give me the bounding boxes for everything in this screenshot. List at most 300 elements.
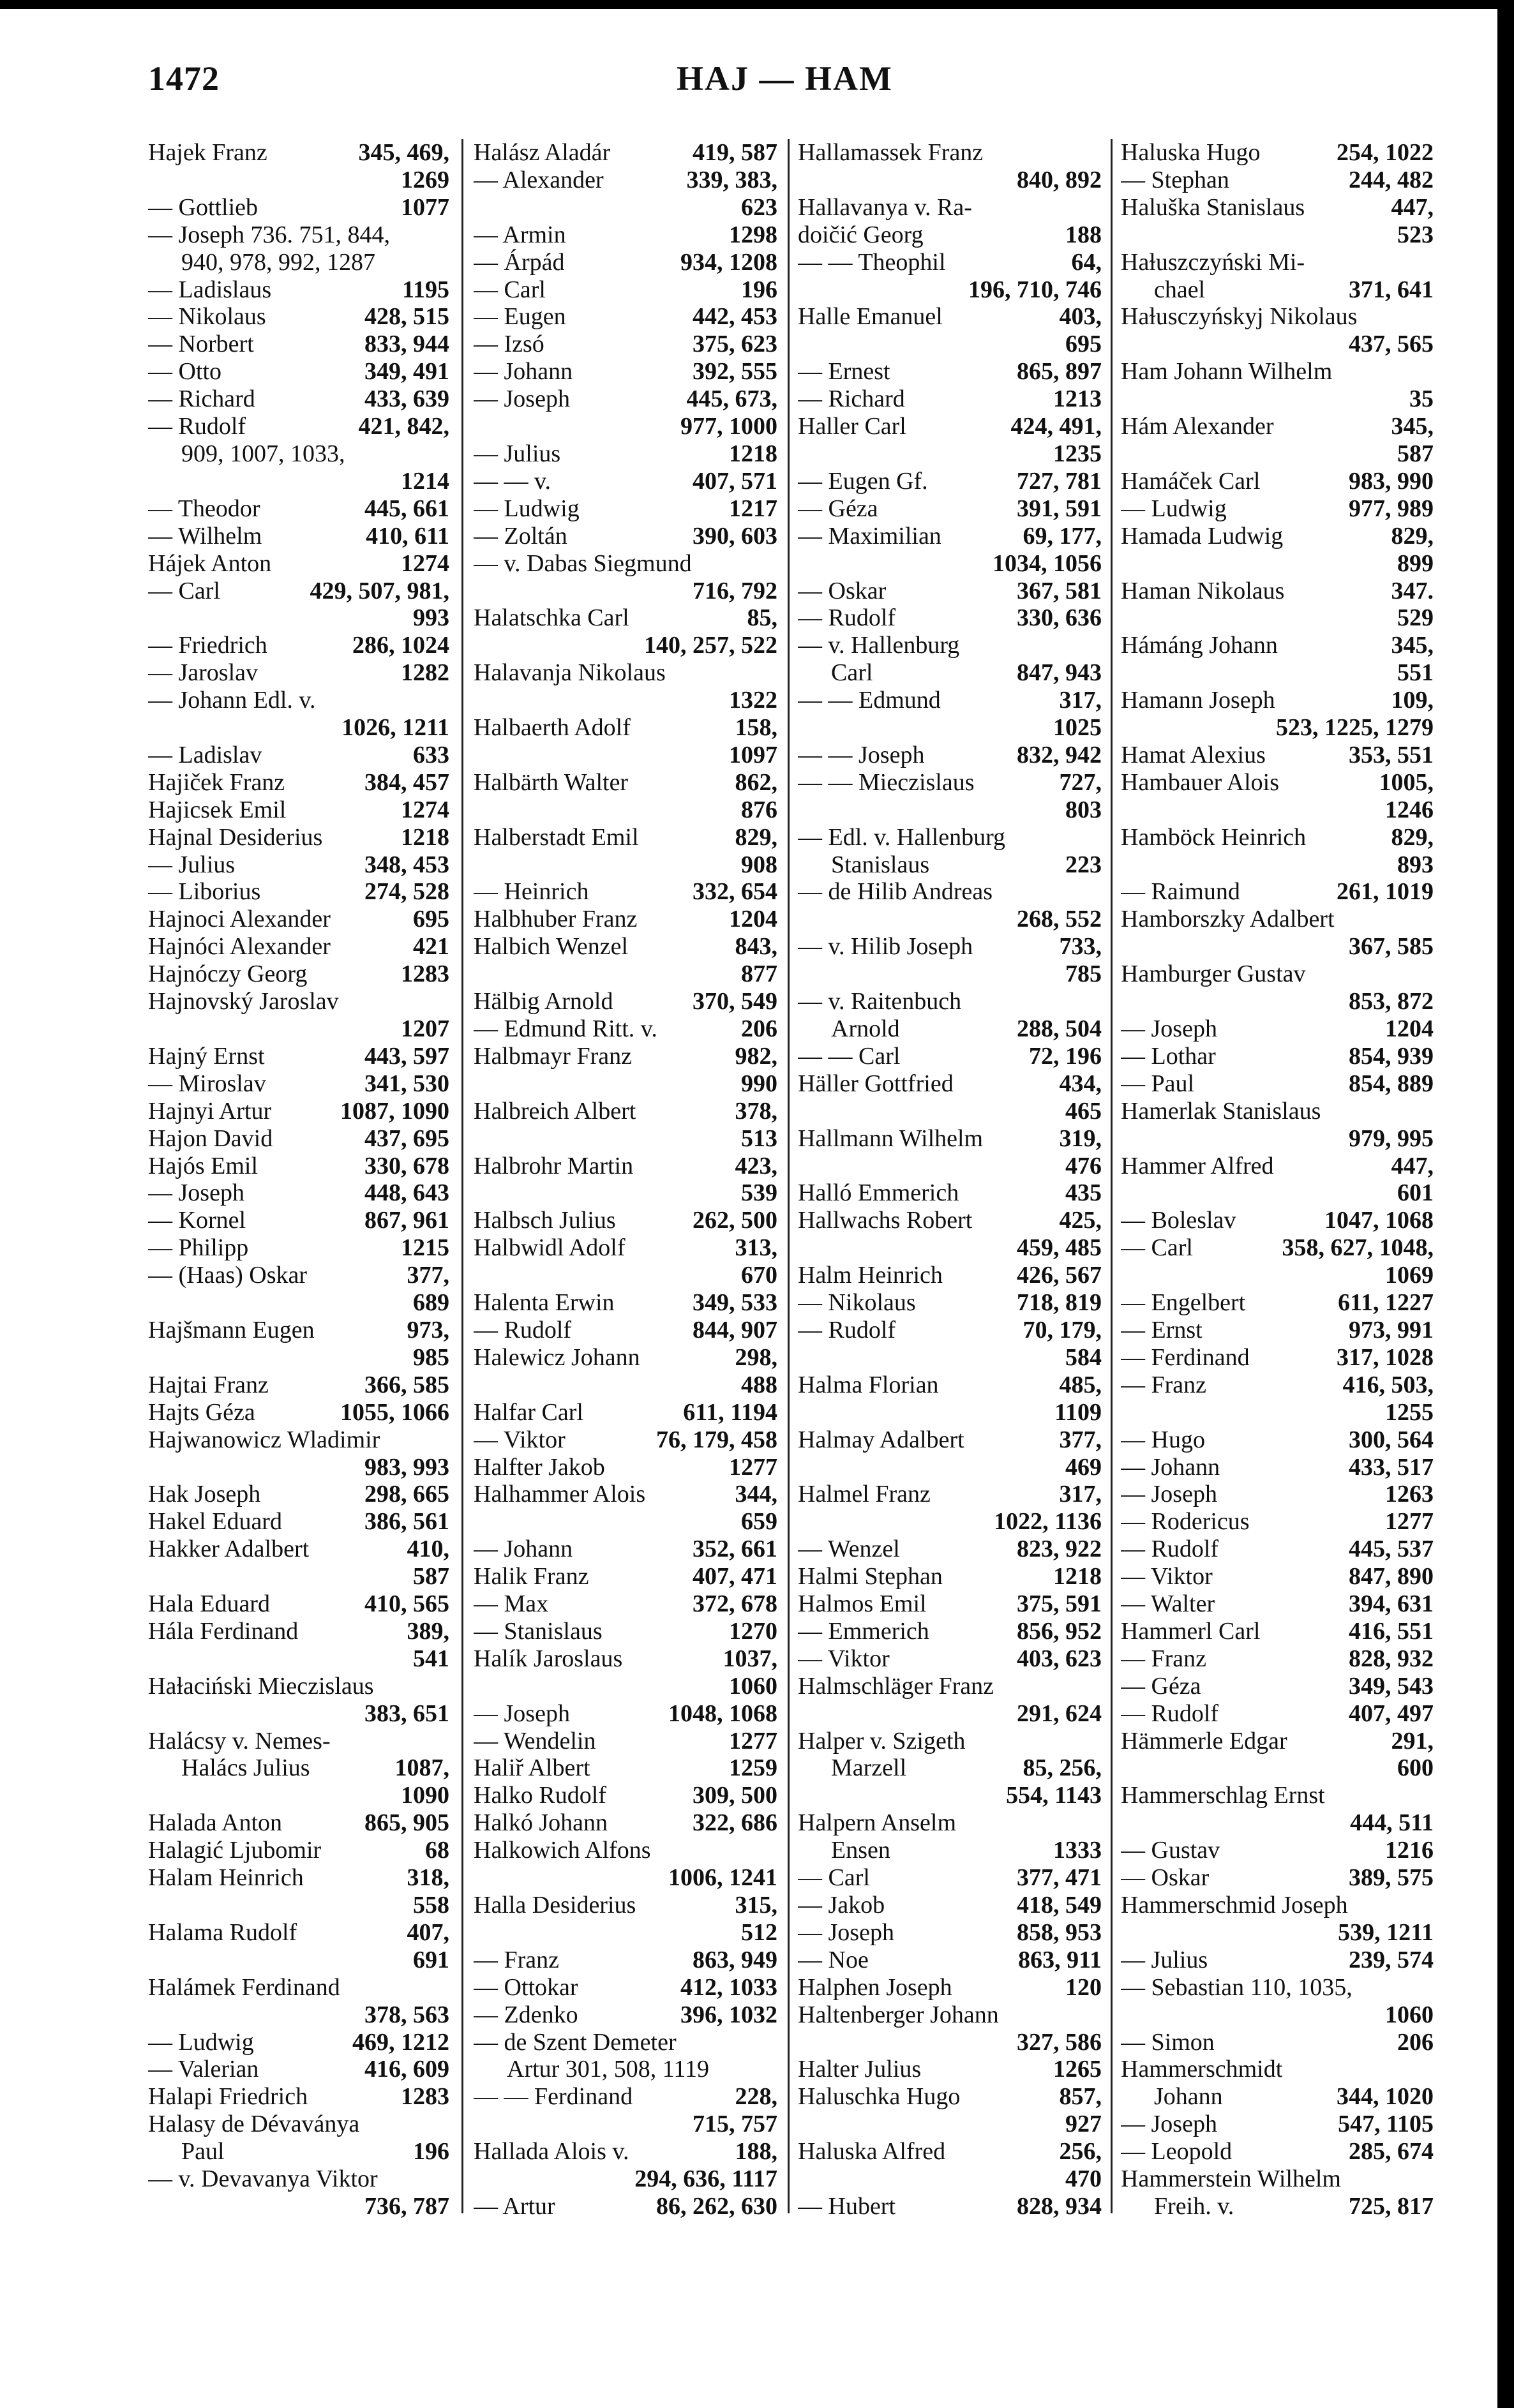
- entry-name: Hammer Alfred: [1121, 1152, 1274, 1179]
- entry-pages: 443, 597: [364, 1042, 449, 1070]
- entry-pages: 407,: [407, 1918, 449, 1946]
- entry-pages: 318,: [407, 1864, 449, 1892]
- entry-name: — Lothar: [1121, 1042, 1216, 1070]
- entry-pages: 416, 503,: [1342, 1371, 1434, 1398]
- entry-name: Arnold: [831, 1015, 900, 1042]
- entry-pages: 445, 661: [364, 495, 449, 522]
- index-entry-line: [148, 1125, 449, 1153]
- entry-name: — Armin: [474, 221, 566, 248]
- entry-pages: 1255: [1385, 1398, 1434, 1426]
- entry-name: — Joseph: [798, 1918, 894, 1946]
- entry-name: Hamburger Gustav: [1121, 961, 1306, 988]
- entry-pages: 317,: [1059, 687, 1102, 714]
- index-entry-line: [474, 1536, 777, 1563]
- entry-name: Halma Florian: [798, 1371, 939, 1398]
- index-entry-line: [148, 1098, 449, 1125]
- entry-pages: 291,: [1391, 1727, 1434, 1754]
- entry-name: Halasy de Dévaványa: [148, 2111, 360, 2138]
- index-entry-line: [474, 1234, 777, 1262]
- index-entry-line: [474, 523, 777, 550]
- index-entry-line: [798, 1700, 1102, 1728]
- entry-pages: 927: [1065, 2111, 1102, 2138]
- index-entry-line: [474, 1481, 777, 1508]
- entry-pages: 69, 177,: [1023, 522, 1102, 550]
- index-entry-line: [148, 1070, 449, 1098]
- entry-pages: 445, 673,: [686, 385, 777, 413]
- index-entry-line: [1121, 933, 1434, 961]
- index-entry-line: [798, 167, 1102, 194]
- index-entry-line: [474, 1563, 777, 1590]
- index-entry-line: [1121, 523, 1434, 550]
- index-entry-line: [474, 358, 777, 385]
- index-entry-line: [148, 742, 449, 769]
- entry-name: — Richard: [148, 385, 255, 413]
- entry-pages: 330, 636: [1017, 604, 1102, 632]
- index-entry-line: [798, 468, 1102, 495]
- entry-name: — Viktor: [1121, 1563, 1213, 1590]
- index-entry-line: [474, 2083, 777, 2111]
- entry-name: — v. Dabas Siegmund: [474, 550, 692, 577]
- index-entry-line: [1121, 303, 1434, 331]
- index-entry-line: [1121, 1563, 1434, 1590]
- index-entry-line: [1121, 1426, 1434, 1454]
- index-entry-line: [148, 249, 449, 276]
- entry-pages: 140, 257, 522: [644, 632, 777, 659]
- entry-name: — de Szent Demeter: [474, 2028, 677, 2056]
- entry-name: Hajnóczy Georg: [148, 961, 308, 988]
- index-entry-line: [148, 1590, 449, 1618]
- entry-name: Ensen: [831, 1837, 890, 1864]
- column-rule-2: [788, 139, 790, 2213]
- entry-pages: 1022, 1136: [994, 1508, 1102, 1536]
- entry-name: Haluschka Hugo: [798, 2083, 961, 2111]
- entry-name: — Géza: [798, 495, 878, 522]
- entry-pages: 736, 787: [364, 2192, 449, 2220]
- index-entry-line: [1121, 1974, 1434, 2001]
- entry-pages: 403,: [1059, 303, 1102, 331]
- entry-name: — Sebastian 110, 1035,: [1121, 1973, 1353, 2001]
- entry-name: chael: [1154, 276, 1206, 303]
- entry-name: Hak Joseph: [148, 1481, 261, 1508]
- entry-pages: 1195: [402, 276, 449, 303]
- index-entry-line: [798, 1563, 1102, 1590]
- index-entry-line: [474, 495, 777, 523]
- index-entry-line: [798, 742, 1102, 769]
- index-entry-line: [148, 687, 449, 714]
- entry-name: Halla Desiderius: [474, 1892, 636, 1918]
- index-entry-line: [798, 1207, 1102, 1234]
- entry-pages: 344,: [735, 1481, 777, 1508]
- index-entry-line: [1121, 796, 1434, 824]
- entry-pages: 1026, 1211: [341, 714, 449, 742]
- entry-name: — Wilhelm: [148, 522, 262, 550]
- entry-pages: 908: [741, 851, 777, 878]
- index-entry-line: [148, 1399, 449, 1426]
- entry-pages: 196, 710, 746: [968, 276, 1102, 303]
- entry-name: — Miroslav: [148, 1070, 266, 1097]
- entry-pages: 803: [1065, 796, 1102, 823]
- index-entry-line: [474, 1070, 777, 1098]
- entry-pages: 465: [1065, 1097, 1102, 1125]
- entry-pages: 876: [741, 796, 777, 823]
- entry-pages: 983, 990: [1349, 467, 1434, 495]
- index-entry-line: [474, 2001, 777, 2029]
- entry-name: — Otto: [148, 358, 222, 385]
- entry-pages: 64,: [1071, 248, 1102, 276]
- entry-name: Halmos Emil: [798, 1590, 927, 1618]
- entry-name: — Carl: [1121, 1234, 1193, 1262]
- entry-pages: 554, 1143: [1006, 1782, 1102, 1809]
- index-entry-line: [474, 2056, 777, 2083]
- entry-name: Hamada Ludwig: [1121, 522, 1284, 550]
- entry-name: — de Hilib Andreas: [798, 878, 993, 906]
- index-entry-line: [148, 1536, 449, 1563]
- entry-name: Halász Aladár: [474, 139, 611, 166]
- entry-pages: 623: [741, 193, 777, 221]
- index-entry-line: [474, 385, 777, 413]
- entry-name: Halenta Erwin: [474, 1289, 615, 1317]
- index-entry-line: [798, 1892, 1102, 1919]
- index-entry-line: [474, 2138, 777, 2165]
- index-entry-line: [1121, 988, 1434, 1015]
- index-entry-line: [148, 1754, 449, 1782]
- entry-name: Halle Emanuel: [798, 303, 943, 331]
- index-entry-line: [798, 1125, 1102, 1153]
- entry-name: Hám Alexander: [1121, 413, 1274, 440]
- entry-pages: 600: [1397, 1754, 1434, 1782]
- index-entry-line: [148, 2056, 449, 2083]
- entry-name: Halpern Anselm: [798, 1809, 957, 1837]
- entry-name: Hammerschlag Ernst: [1121, 1782, 1325, 1809]
- index-entry-line: [798, 578, 1102, 605]
- entry-name: Halácsy v. Nemes-: [148, 1727, 331, 1754]
- entry-name: — Johann: [474, 358, 573, 385]
- entry-pages: 35: [1409, 385, 1434, 413]
- entry-name: — Franz: [474, 1946, 560, 1973]
- entry-pages: 611, 1227: [1338, 1289, 1434, 1317]
- entry-name: Halámek Ferdinand: [148, 1973, 340, 2001]
- index-entry-line: [148, 413, 449, 440]
- entry-pages: 442, 453: [693, 303, 777, 331]
- entry-name: Hallavanya v. Ra-: [798, 193, 972, 221]
- index-entry-line: [1121, 1947, 1434, 1974]
- entry-pages: 300, 564: [1349, 1426, 1434, 1453]
- index-entry-line: [148, 851, 449, 879]
- index-entry-line: [1121, 1782, 1434, 1809]
- entry-pages: 315,: [735, 1892, 777, 1918]
- index-entry-line: [474, 851, 777, 879]
- index-entry-line: [474, 1344, 777, 1372]
- entry-pages: 206: [1397, 2028, 1434, 2056]
- index-entry-line: [148, 2111, 449, 2138]
- entry-pages: 1215: [401, 1234, 449, 1262]
- index-entry-line: [1121, 1864, 1434, 1892]
- entry-name: Johann: [1154, 2083, 1223, 2111]
- index-entry-line: [474, 2111, 777, 2138]
- index-entry-line: [798, 1043, 1102, 1070]
- index-entry-line: [474, 139, 777, 167]
- entry-pages: 718, 819: [1017, 1289, 1102, 1317]
- index-entry-line: [798, 1728, 1102, 1755]
- entry-name: Paul: [181, 2138, 225, 2165]
- index-entry-line: [798, 1809, 1102, 1837]
- entry-pages: 396, 1032: [680, 2001, 777, 2028]
- entry-name: Hallada Alois v.: [474, 2138, 629, 2165]
- entry-pages: 85, 256,: [1023, 1754, 1102, 1782]
- entry-pages: 76, 179, 458: [656, 1426, 777, 1453]
- entry-name: — Heinrich: [474, 878, 589, 906]
- index-entry-line: [798, 1289, 1102, 1317]
- index-entry-line: [798, 1536, 1102, 1563]
- index-entry-line: [474, 1754, 777, 1782]
- entry-pages: 1274: [401, 550, 449, 577]
- entry-name: Hallamassek Franz: [798, 139, 984, 166]
- entry-pages: 877: [741, 961, 777, 988]
- entry-name: — v. Raitenbuch: [798, 988, 962, 1015]
- entry-pages: 977, 989: [1349, 495, 1434, 522]
- index-entry-line: [148, 2083, 449, 2111]
- index-entry-line: [798, 1645, 1102, 1673]
- entry-pages: 584: [1065, 1343, 1102, 1371]
- entry-name: Häller Gottfried: [798, 1070, 954, 1097]
- entry-name: — Jaroslav: [148, 659, 259, 687]
- entry-name: — Hubert: [798, 2192, 896, 2220]
- index-entry-line: [798, 2111, 1102, 2138]
- entry-name: Hajnyi Artur: [148, 1097, 272, 1125]
- entry-name: — v. Hallenburg: [798, 632, 960, 659]
- index-entry-line: [1121, 1234, 1434, 1262]
- index-entry-line: [1121, 1317, 1434, 1344]
- entry-name: Hála Ferdinand: [148, 1617, 299, 1645]
- entry-name: Hamann Joseph: [1121, 687, 1275, 714]
- entry-name: Halko Rudolf: [474, 1782, 606, 1809]
- index-entry-line: [1121, 1043, 1434, 1070]
- entry-pages: 488: [741, 1371, 777, 1398]
- index-entry-line: [798, 440, 1102, 468]
- entry-pages: 1322: [729, 687, 777, 714]
- entry-name: Hámáng Johann: [1121, 632, 1278, 659]
- entry-name: — Edl. v. Hallenburg: [798, 823, 1006, 851]
- entry-pages: 1069: [1385, 1262, 1434, 1289]
- entry-pages: 370, 549: [693, 988, 777, 1015]
- entry-pages: 317,: [1059, 1481, 1102, 1508]
- entry-pages: 72, 196: [1029, 1042, 1102, 1070]
- entry-pages: 695: [1065, 331, 1102, 358]
- index-entry-line: [148, 878, 449, 906]
- entry-name: — Ferdinand: [1121, 1343, 1250, 1371]
- index-entry-line: [1121, 687, 1434, 714]
- entry-pages: 1077: [401, 193, 449, 221]
- index-entry-line: [1121, 276, 1434, 304]
- entry-pages: 391, 591: [1017, 495, 1102, 522]
- entry-pages: 858, 953: [1017, 1918, 1102, 1946]
- index-entry-line: [1121, 1919, 1434, 1947]
- index-entry-line: [798, 1864, 1102, 1892]
- entry-pages: 1283: [401, 2083, 449, 2111]
- index-column-1: [148, 139, 449, 2226]
- index-entry-line: [148, 1508, 449, 1536]
- entry-pages: 725, 817: [1349, 2192, 1434, 2220]
- index-entry-line: [798, 249, 1102, 276]
- entry-name: Haliř Albert: [474, 1754, 590, 1782]
- index-entry-line: [1121, 358, 1434, 385]
- entry-pages: 857,: [1059, 2083, 1102, 2111]
- index-entry-line: [798, 1262, 1102, 1289]
- entry-name: Halkowich Alfons: [474, 1837, 651, 1864]
- index-entry-line: [1121, 2138, 1434, 2165]
- index-entry-line: [798, 1454, 1102, 1481]
- entry-pages: 1298: [729, 221, 777, 248]
- entry-name: Hajný Ernst: [148, 1042, 265, 1070]
- index-entry-line: [148, 1673, 449, 1700]
- entry-name: — Géza: [1121, 1672, 1201, 1700]
- entry-pages: 434,: [1059, 1070, 1102, 1097]
- index-entry-line: [798, 2165, 1102, 2193]
- entry-pages: 863, 949: [693, 1946, 777, 1973]
- column-rule-1: [461, 139, 463, 2213]
- entry-pages: 733,: [1059, 933, 1102, 961]
- index-entry-line: [1121, 1754, 1434, 1782]
- index-entry-line: [148, 1809, 449, 1837]
- index-entry-line: [1121, 221, 1434, 249]
- entry-pages: 239, 574: [1349, 1946, 1434, 1973]
- entry-name: Carl: [831, 659, 873, 687]
- entry-pages: 847, 943: [1017, 659, 1102, 687]
- index-entry-line: [148, 1179, 449, 1207]
- entry-pages: 1213: [1053, 385, 1102, 413]
- entry-name: Hajtai Franz: [148, 1371, 269, 1398]
- entry-name: — Liborius: [148, 878, 261, 906]
- index-entry-line: [1121, 468, 1434, 495]
- index-entry-line: [474, 1015, 777, 1043]
- index-entry-line: [474, 1673, 777, 1700]
- index-entry-line: [148, 139, 449, 167]
- entry-name: — Ludwig: [1121, 495, 1227, 522]
- entry-pages: 353, 551: [1349, 741, 1434, 768]
- index-entry-line: [1121, 714, 1434, 742]
- index-entry-line: [1121, 1015, 1434, 1043]
- index-entry-line: [798, 1754, 1102, 1782]
- index-entry-line: [474, 1947, 777, 1974]
- entry-name: Hälbig Arnold: [474, 988, 613, 1015]
- entry-pages: 469, 1212: [352, 2028, 449, 2056]
- index-entry-line: [474, 1864, 777, 1892]
- index-entry-line: [798, 139, 1102, 167]
- index-entry-line: [148, 1207, 449, 1234]
- index-entry-line: [798, 1508, 1102, 1536]
- index-entry-line: [148, 933, 449, 961]
- index-entry-line: [798, 1098, 1102, 1125]
- entry-pages: 294, 636, 1117: [634, 2165, 777, 2193]
- entry-name: Hambauer Alois: [1121, 768, 1280, 796]
- index-entry-line: [474, 468, 777, 495]
- index-entry-line: [148, 1919, 449, 1947]
- index-entry-line: [1121, 139, 1434, 167]
- entry-name: Stanislaus: [831, 851, 930, 878]
- index-entry-line: [798, 1344, 1102, 1372]
- entry-name: — — Edmund: [798, 687, 941, 714]
- index-entry-line: [798, 1070, 1102, 1098]
- entry-pages: 983, 993: [364, 1453, 449, 1481]
- index-entry-line: [1121, 1179, 1434, 1207]
- entry-pages: 833, 944: [364, 331, 449, 358]
- index-entry-line: [798, 221, 1102, 249]
- entry-name: — Joseph: [474, 385, 570, 413]
- index-entry-line: [474, 878, 777, 906]
- entry-name: Halbwidl Adolf: [474, 1234, 626, 1262]
- entry-name: Hammerl Carl: [1121, 1617, 1261, 1645]
- index-entry-line: [798, 331, 1102, 358]
- entry-pages: 389, 575: [1349, 1864, 1434, 1892]
- entry-pages: 419, 587: [693, 139, 777, 166]
- entry-pages: 1207: [401, 1015, 449, 1042]
- index-entry-line: [1121, 659, 1434, 687]
- entry-name: Halbrohr Martin: [474, 1152, 634, 1179]
- index-entry-line: [1121, 742, 1434, 769]
- entry-name: Halbreich Albert: [474, 1097, 636, 1125]
- entry-pages: 829,: [735, 823, 777, 851]
- entry-pages: 689: [413, 1289, 449, 1317]
- index-entry-line: [474, 1728, 777, 1755]
- entry-pages: 977, 1000: [680, 413, 777, 440]
- index-entry-line: [1121, 1590, 1434, 1618]
- entry-pages: 1087, 1090: [340, 1097, 449, 1125]
- entry-pages: 424, 491,: [1010, 413, 1102, 440]
- entry-name: Hamböck Heinrich: [1121, 823, 1307, 851]
- entry-pages: 319,: [1059, 1125, 1102, 1152]
- entry-pages: 378, 563: [364, 2001, 449, 2028]
- index-entry-line: [474, 2029, 777, 2056]
- entry-name: — Rudolf: [148, 413, 246, 440]
- entry-name: Haller Carl: [798, 413, 906, 440]
- entry-pages: 437, 565: [1349, 331, 1434, 358]
- entry-name: — Carl: [148, 577, 220, 604]
- index-entry-line: [148, 1043, 449, 1070]
- index-entry-line: [474, 1700, 777, 1728]
- entry-name: — Emmerich: [798, 1617, 929, 1645]
- entry-pages: 541: [413, 1645, 449, 1672]
- index-entry-line: [798, 988, 1102, 1015]
- entry-name: Halbhuber Franz: [474, 906, 638, 933]
- entry-name: Hamerlak Stanislaus: [1121, 1097, 1321, 1125]
- index-entry-line: [148, 221, 449, 249]
- index-entry-line: [1121, 385, 1434, 413]
- entry-name: — Ladislaus: [148, 276, 272, 303]
- entry-pages: 1218: [401, 823, 449, 851]
- entry-name: Haɫusczyńskyj Nikolaus: [1121, 303, 1358, 331]
- index-entry-line: [1121, 851, 1434, 879]
- entry-pages: 1333: [1053, 1837, 1102, 1864]
- entry-pages: 854, 889: [1349, 1070, 1434, 1097]
- entry-name: — Carl: [798, 1864, 870, 1892]
- index-entry-line: [474, 1645, 777, 1673]
- entry-pages: 1274: [401, 796, 449, 823]
- entry-pages: 1214: [401, 467, 449, 495]
- column-rule-3: [1111, 139, 1113, 2213]
- entry-pages: 429, 507, 981,: [310, 577, 449, 604]
- entry-name: Hajek Franz: [148, 139, 267, 166]
- index-entry-line: [798, 1782, 1102, 1809]
- entry-name: Halbsch Julius: [474, 1207, 616, 1234]
- entry-pages: 862,: [735, 768, 777, 796]
- entry-name: Halló Emmerich: [798, 1179, 959, 1207]
- entry-name: Haluska Alfred: [798, 2138, 946, 2165]
- index-entry-line: [474, 1043, 777, 1070]
- entry-pages: 558: [413, 1892, 449, 1918]
- entry-pages: 347.: [1391, 577, 1434, 604]
- entry-name: — Franz: [1121, 1371, 1207, 1398]
- entry-name: — Wenzel: [798, 1536, 900, 1563]
